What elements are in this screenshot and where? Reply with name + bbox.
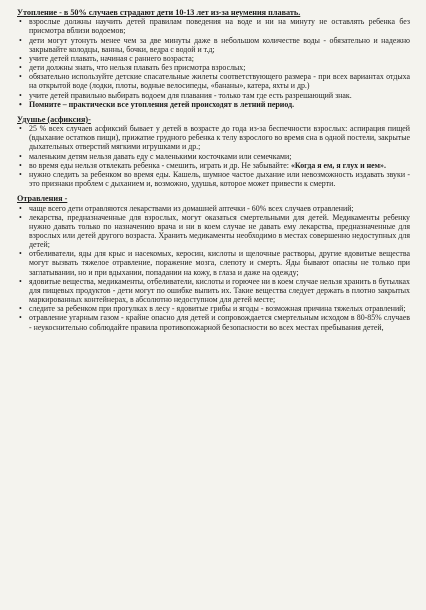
list-item: • учите детей правильно выбирать водоем для плавания - только там где есть разрешающий знак. bbox=[29, 91, 410, 100]
list-item: • чаще всего дети отравляются лекарствами из домашней аптечки - 60% всех случаев отравлений; bbox=[29, 204, 410, 213]
drowning-summer-warning: • Помните – практически все утопления детей происходят в летний период. bbox=[29, 100, 410, 109]
drowning-section bbox=[17, 8, 410, 109]
asphyxia-item3-text: во время еды нельзя отвлекать ребенка - смешить, играть и др. Не забывайте: bbox=[29, 160, 291, 170]
list-item: • 25 % всех случаев асфиксий бывает у детей в возрасте до года из-за беспечности взрослых: аспирация пищей (вдыхание остатков пищи), прижатие грудного ребенка к телу взрослого во время сна в одной постели, закрытые дыхательных отверстий мягкими игрушками и др.; bbox=[29, 124, 410, 151]
asphyxia-section bbox=[17, 115, 410, 188]
list-item: • нужно следить за ребенком во время еды. Кашель, шумное частое дыхание или невозможность издавать звуки - это признаки проблем с дыханием и, возможно, удушья, которое может привести к смерти. bbox=[29, 170, 410, 188]
poisoning-heading: Отравления - bbox=[17, 194, 68, 204]
drowning-list bbox=[17, 17, 410, 109]
list-item: • обязательно используйте детские спасательные жилеты соответствующего размера - при всех вариантах отдыха на открытой воде (лодки, плоты, водные велосипеды, «бананы», катера, яхты и др.) bbox=[29, 72, 410, 90]
list-item: • отравление угарным газом - крайне опасно для детей и сопровождается смертельным исходом в 80-85% случаев - неукоснительно соблюдайте правила противопожарной безопасности во всех местах пребывания детей, bbox=[29, 313, 410, 331]
list-item: • следите за ребенком при прогулках в лесу - ядовитые грибы и ягоды - возможная причина тяжелых отравлений; bbox=[29, 304, 410, 313]
list-item: • дети могут утонуть менее чем за две минуты даже в небольшом количестве воды - обязательно и надежно закрывайте колодцы, ванны, бочки, ведра с водой и т.д; bbox=[29, 36, 410, 54]
poisoning-section bbox=[17, 194, 410, 331]
asphyxia-heading: Удушье (асфиксия)- bbox=[17, 114, 91, 124]
list-item: • отбеливатели, яды для крыс и насекомых, керосин, кислоты и щелочные растворы, другие ядовитые вещества могут вызвать тяжелое отравление, поражение мозга, слепоту и смерть. Яды бывают опасны не только при заглатывании, но и при вдыхании, попадании на кожу, в глаза и даже на одежду; bbox=[29, 249, 410, 276]
drowning-heading-lead: Утопление bbox=[17, 8, 58, 17]
list-item: • дети должны знать, что нельзя плавать без присмотра взрослых; bbox=[29, 63, 410, 72]
list-item: • маленьким детям нельзя давать еду с маленькими косточками или семечками; bbox=[29, 152, 410, 161]
list-item: • лекарства, предназначенные для взрослых, могут оказаться смертельными для детей. Медикаменты ребенку нужно давать только по назначению врача и ни в коем случае не давать ему лекарства, предназначенные для взрослых или детей другого возраста. Хранить медикаменты необходимо в местах совершенно недоступных для детей; bbox=[29, 213, 410, 250]
list-item: • учите детей плавать, начиная с раннего возраста; bbox=[29, 54, 410, 63]
drowning-heading bbox=[17, 8, 410, 17]
list-item bbox=[29, 161, 410, 170]
list-item: • ядовитые вещества, медикаменты, отбеливатели, кислоты и горючее ни в коем случае нельзя хранить в бутылках для пищевых продуктов - дети могут по ошибке выпить их. Такие вещества следует держать в плотно закрытых маркированных контейнерах, в абсолютно недоступном для детей месте; bbox=[29, 277, 410, 304]
drowning-heading-rest: - в 50% случаев страдают дети 10-13 лет из-за неумения плавать. bbox=[57, 8, 301, 17]
asphyxia-item3-quote: «Когда я ем, я глух и нем». bbox=[290, 160, 386, 170]
poisoning-list bbox=[17, 204, 410, 332]
asphyxia-list bbox=[17, 124, 410, 188]
list-item: • взрослые должны научить детей правилам поведения на воде и ни на минуту не оставлять ребенка без присмотра вблизи водоемов; bbox=[29, 17, 410, 35]
